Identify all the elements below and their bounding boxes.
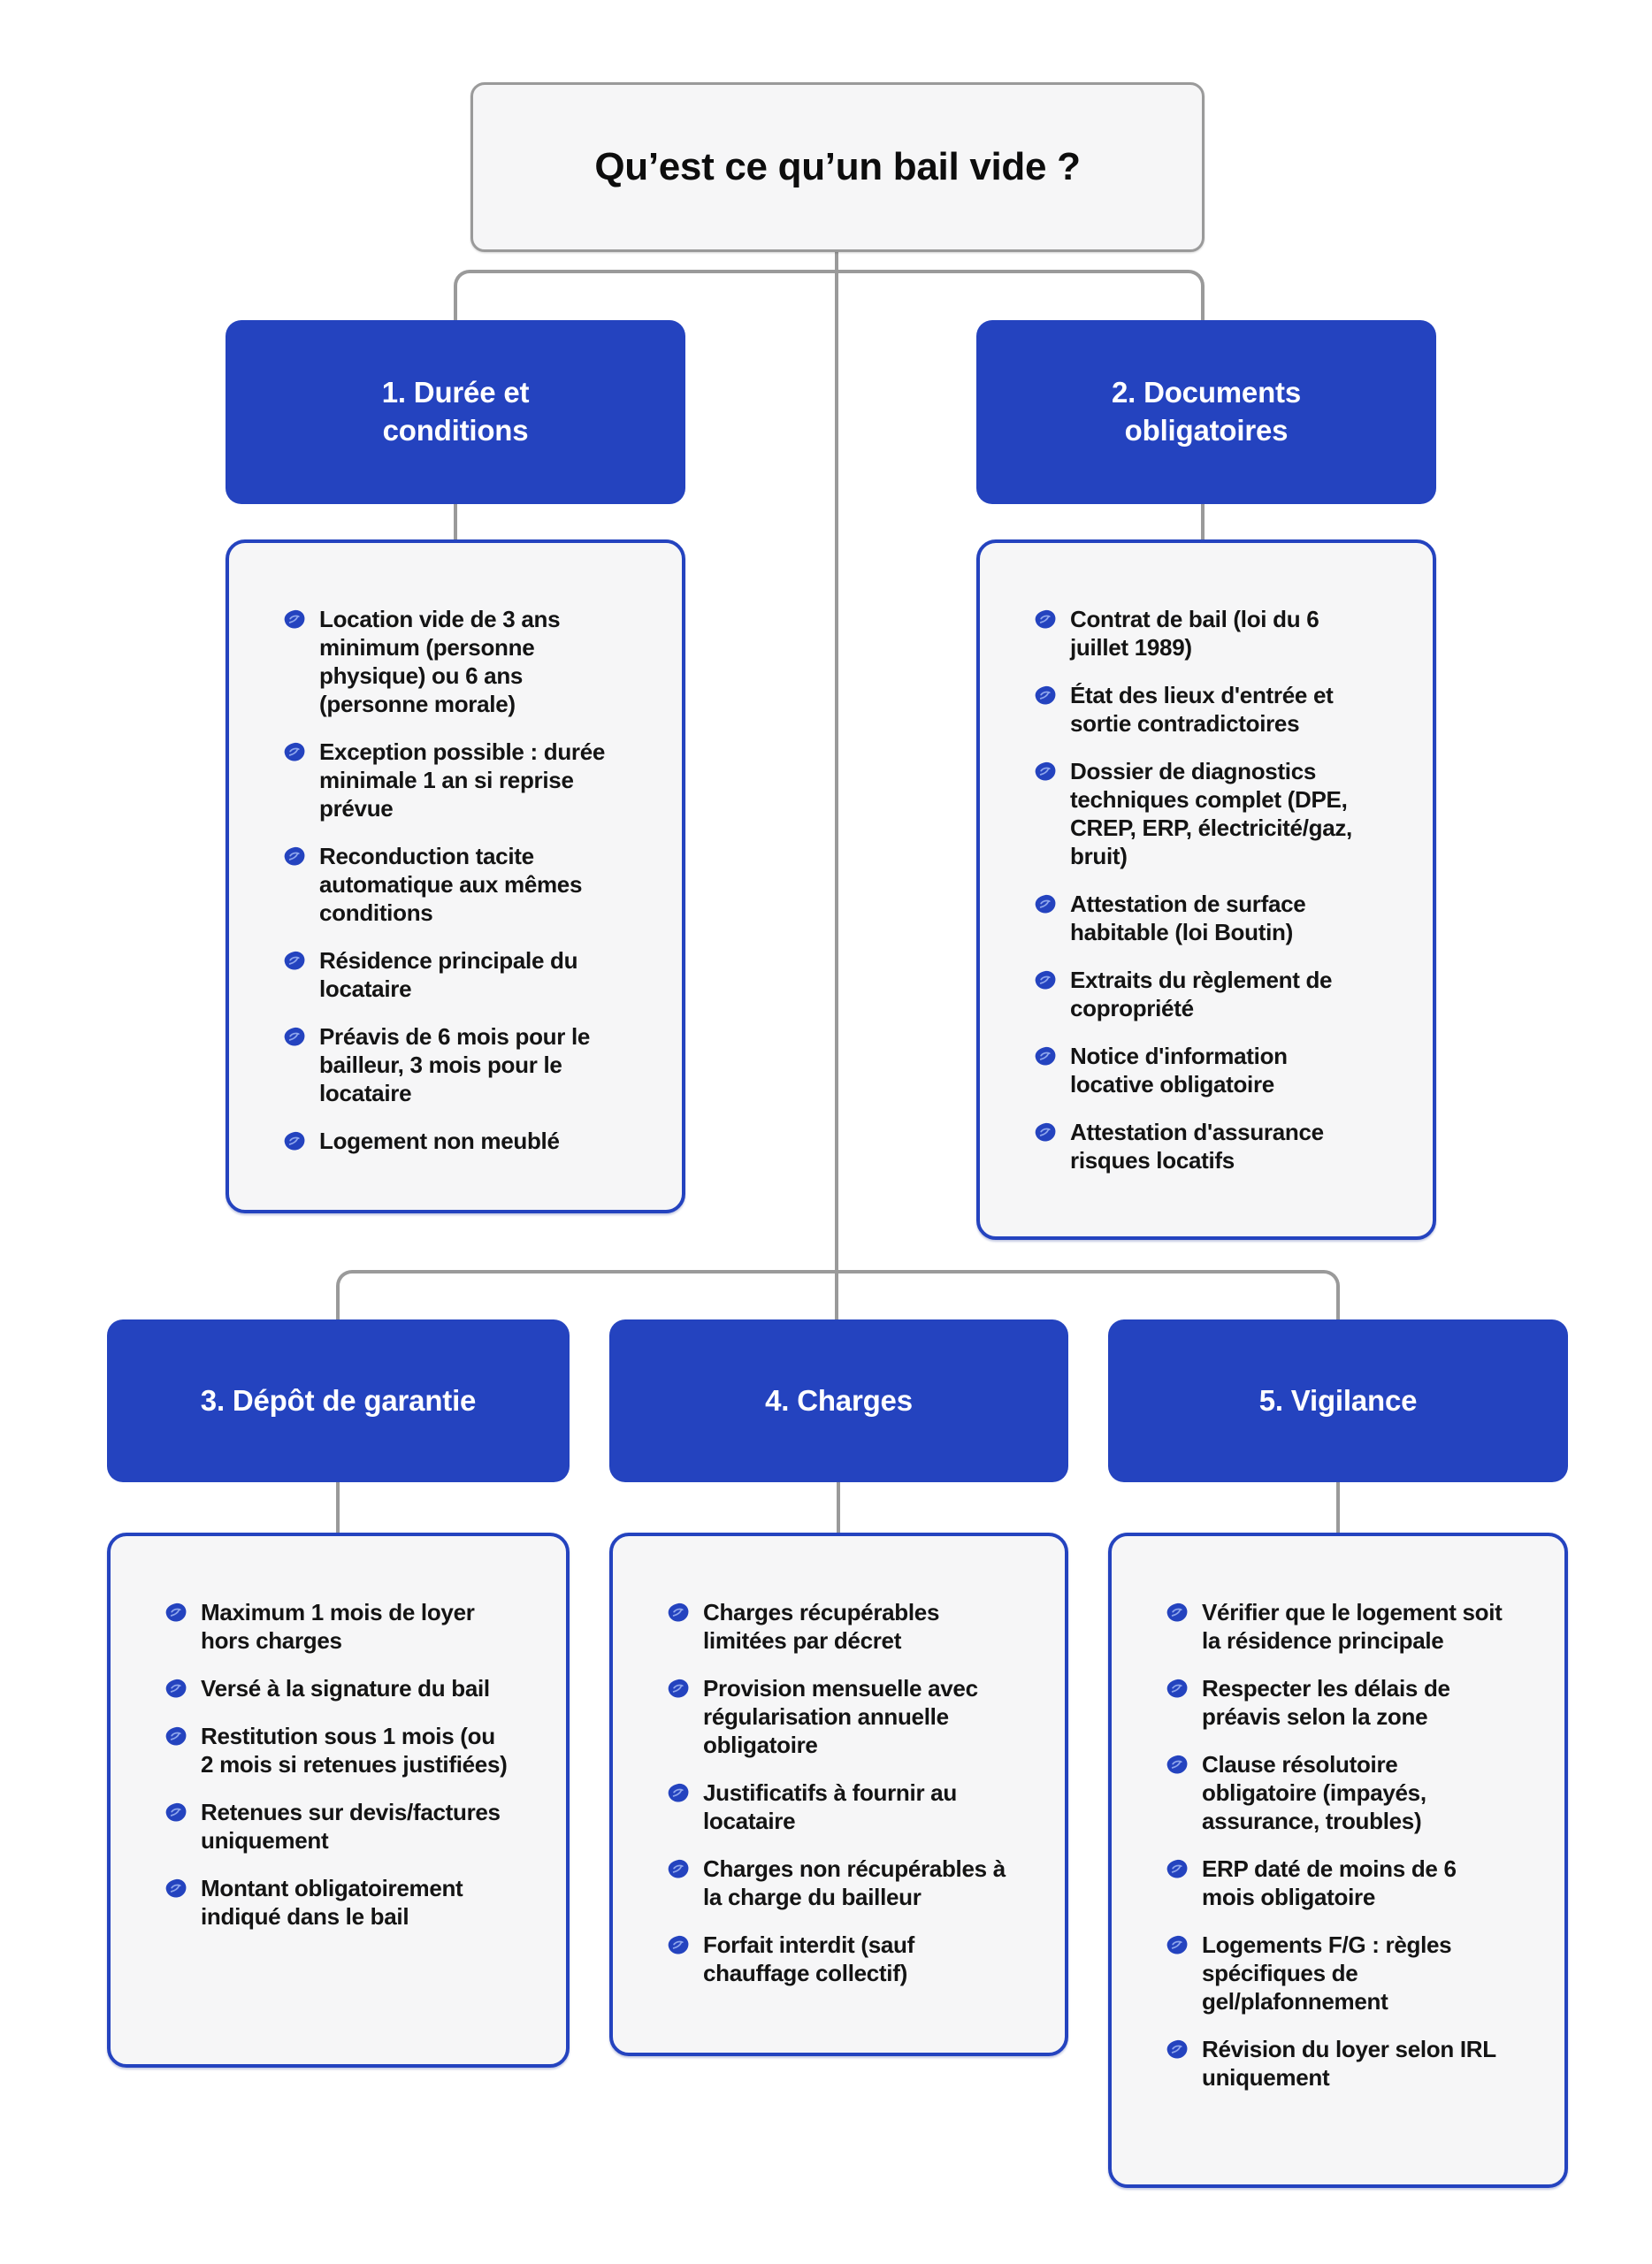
scribble-dot-icon xyxy=(1165,1858,1189,1880)
section-4-header xyxy=(609,1319,1068,1482)
list-item xyxy=(282,1022,623,1107)
scribble-dot-icon xyxy=(1033,608,1057,631)
list-item xyxy=(1033,1042,1374,1098)
scribble-dot-icon xyxy=(282,1026,306,1048)
list-item-text: Révision du loyer selon IRL uniquement xyxy=(1202,2036,1496,2091)
diagram-title: Qu’est ce qu’un bail vide ? xyxy=(594,145,1081,188)
section-2-header xyxy=(976,320,1436,504)
connector-section2-stem xyxy=(1201,504,1205,539)
section-3-label: 3. Dépôt de garantie xyxy=(200,1383,477,1417)
list-item-text: Charges non récupérables à la charge du bailleur xyxy=(703,1855,1006,1910)
scribble-dot-icon xyxy=(164,1801,187,1824)
section-4-label: 4. Charges xyxy=(765,1383,913,1417)
list-item xyxy=(1165,1598,1506,1655)
section-2-list xyxy=(1033,605,1374,1174)
scribble-dot-icon xyxy=(1165,1934,1189,1956)
list-item-text: Justificatifs à fournir au locataire xyxy=(703,1779,957,1834)
list-item-text: État des lieux d'entrée et sortie contradictoires xyxy=(1070,682,1334,737)
section-1-header xyxy=(226,320,685,504)
section-5-label: 5. Vigilance xyxy=(1258,1383,1418,1417)
list-item xyxy=(666,1674,1006,1759)
list-item xyxy=(1033,681,1374,738)
list-item xyxy=(164,1874,508,1931)
list-item xyxy=(282,946,623,1003)
connector-row1-elbow xyxy=(454,270,1205,320)
scribble-dot-icon xyxy=(666,1934,690,1956)
section-4-card xyxy=(609,1533,1068,2056)
scribble-dot-icon xyxy=(1033,1045,1057,1067)
list-item xyxy=(1033,890,1374,946)
list-item-text: Logements F/G : règles spécifiques de gel/plafonnement xyxy=(1202,1931,1452,2015)
section-1-list xyxy=(282,605,623,1155)
scribble-dot-icon xyxy=(1033,761,1057,783)
scribble-dot-icon xyxy=(1165,1754,1189,1776)
section-5-header xyxy=(1108,1319,1568,1482)
list-item xyxy=(1033,966,1374,1022)
list-item-text: Provision mensuelle avec régularisation annuelle obligatoire xyxy=(703,1675,978,1758)
list-item xyxy=(282,605,623,718)
section-5-card xyxy=(1108,1533,1568,2188)
list-item-text: Dossier de diagnostics techniques complet (DPE, CREP, ERP, électricité/gaz, bruit) xyxy=(1070,758,1352,869)
scribble-dot-icon xyxy=(666,1858,690,1880)
list-item-text: Exception possible : durée minimale 1 an si reprise prévue xyxy=(319,738,606,822)
scribble-dot-icon xyxy=(1033,685,1057,707)
list-item-text: Montant obligatoirement indiqué dans le bail xyxy=(201,1875,463,1930)
list-item xyxy=(164,1598,508,1655)
list-item-text: Extraits du règlement de copropriété xyxy=(1070,967,1333,1021)
list-item-text: Vérifier que le logement soit la résidence principale xyxy=(1202,1599,1503,1654)
connector-section5-stem xyxy=(1336,1482,1340,1533)
scribble-dot-icon xyxy=(1033,969,1057,991)
list-item xyxy=(1165,2035,1506,2092)
section-1-label: 1. Durée et conditions xyxy=(381,376,530,447)
section-5-list xyxy=(1165,1598,1506,2092)
section-2-card xyxy=(976,539,1436,1240)
section-1-card xyxy=(226,539,685,1213)
scribble-dot-icon xyxy=(282,1130,306,1152)
list-item xyxy=(164,1722,508,1778)
section-2-label: 2. Documents obligatoires xyxy=(1112,376,1301,447)
list-item xyxy=(282,842,623,927)
scribble-dot-icon xyxy=(1165,1678,1189,1700)
scribble-dot-icon xyxy=(666,1602,690,1624)
connector-section4-stem xyxy=(837,1482,840,1533)
list-item xyxy=(666,1778,1006,1835)
list-item-text: Notice d'information locative obligatoire xyxy=(1070,1043,1288,1098)
section-3-header xyxy=(107,1319,570,1482)
connector-section1-stem xyxy=(454,504,457,539)
connector-main-stem xyxy=(835,247,838,1319)
scribble-dot-icon xyxy=(666,1782,690,1804)
list-item-text: Reconduction tacite automatique aux mêmes conditions xyxy=(319,843,583,926)
list-item xyxy=(164,1798,508,1855)
list-item-text: Contrat de bail (loi du 6 juillet 1989) xyxy=(1070,606,1319,661)
scribble-dot-icon xyxy=(164,1602,187,1624)
scribble-dot-icon xyxy=(164,1678,187,1700)
list-item-text: Résidence principale du locataire xyxy=(319,947,578,1002)
list-item xyxy=(666,1598,1006,1655)
list-item xyxy=(282,1127,623,1155)
list-item-text: Attestation de surface habitable (loi Boutin) xyxy=(1070,891,1306,945)
list-item-text: Préavis de 6 mois pour le bailleur, 3 mois pour le locataire xyxy=(319,1023,591,1106)
list-item xyxy=(1033,757,1374,870)
scribble-dot-icon xyxy=(282,950,306,972)
scribble-dot-icon xyxy=(1165,2038,1189,2061)
list-item xyxy=(1033,605,1374,662)
scribble-dot-icon xyxy=(282,845,306,868)
list-item xyxy=(1165,1931,1506,2015)
list-item-text: Restitution sous 1 mois (ou 2 mois si retenues justifiées) xyxy=(201,1723,508,1778)
scribble-dot-icon xyxy=(282,608,306,631)
list-item-text: ERP daté de moins de 6 mois obligatoire xyxy=(1202,1855,1457,1910)
list-item xyxy=(666,1855,1006,1911)
list-item-text: Charges récupérables limitées par décret xyxy=(703,1599,940,1654)
connector-row2-elbow xyxy=(336,1270,1340,1319)
section-3-card xyxy=(107,1533,570,2068)
list-item-text: Retenues sur devis/factures uniquement xyxy=(201,1799,501,1854)
list-item-text: Versé à la signature du bail xyxy=(201,1675,490,1702)
scribble-dot-icon xyxy=(1033,893,1057,915)
section-4-list xyxy=(666,1598,1006,1987)
list-item-text: Forfait interdit (sauf chauffage collectif) xyxy=(703,1931,914,1986)
list-item-text: Respecter les délais de préavis selon la zone xyxy=(1202,1675,1450,1730)
section-3-list xyxy=(164,1598,508,1931)
list-item-text: Logement non meublé xyxy=(319,1128,560,1154)
scribble-dot-icon xyxy=(666,1678,690,1700)
list-item xyxy=(164,1674,508,1702)
list-item xyxy=(666,1931,1006,1987)
list-item xyxy=(1165,1750,1506,1835)
scribble-dot-icon xyxy=(1165,1602,1189,1624)
list-item xyxy=(1165,1674,1506,1731)
list-item-text: Attestation d'assurance risques locatifs xyxy=(1070,1119,1324,1174)
scribble-dot-icon xyxy=(164,1725,187,1748)
scribble-dot-icon xyxy=(282,741,306,763)
list-item xyxy=(1165,1855,1506,1911)
diagram-title-box xyxy=(470,82,1205,252)
list-item-text: Clause résolutoire obligatoire (impayés, assurance, troubles) xyxy=(1202,1751,1426,1834)
connector-section3-stem xyxy=(336,1482,340,1533)
list-item xyxy=(282,738,623,822)
list-item-text: Location vide de 3 ans minimum (personne physique) ou 6 ans (personne morale) xyxy=(319,606,561,717)
list-item xyxy=(1033,1118,1374,1174)
scribble-dot-icon xyxy=(1033,1121,1057,1143)
list-item-text: Maximum 1 mois de loyer hors charges xyxy=(201,1599,475,1654)
scribble-dot-icon xyxy=(164,1878,187,1900)
